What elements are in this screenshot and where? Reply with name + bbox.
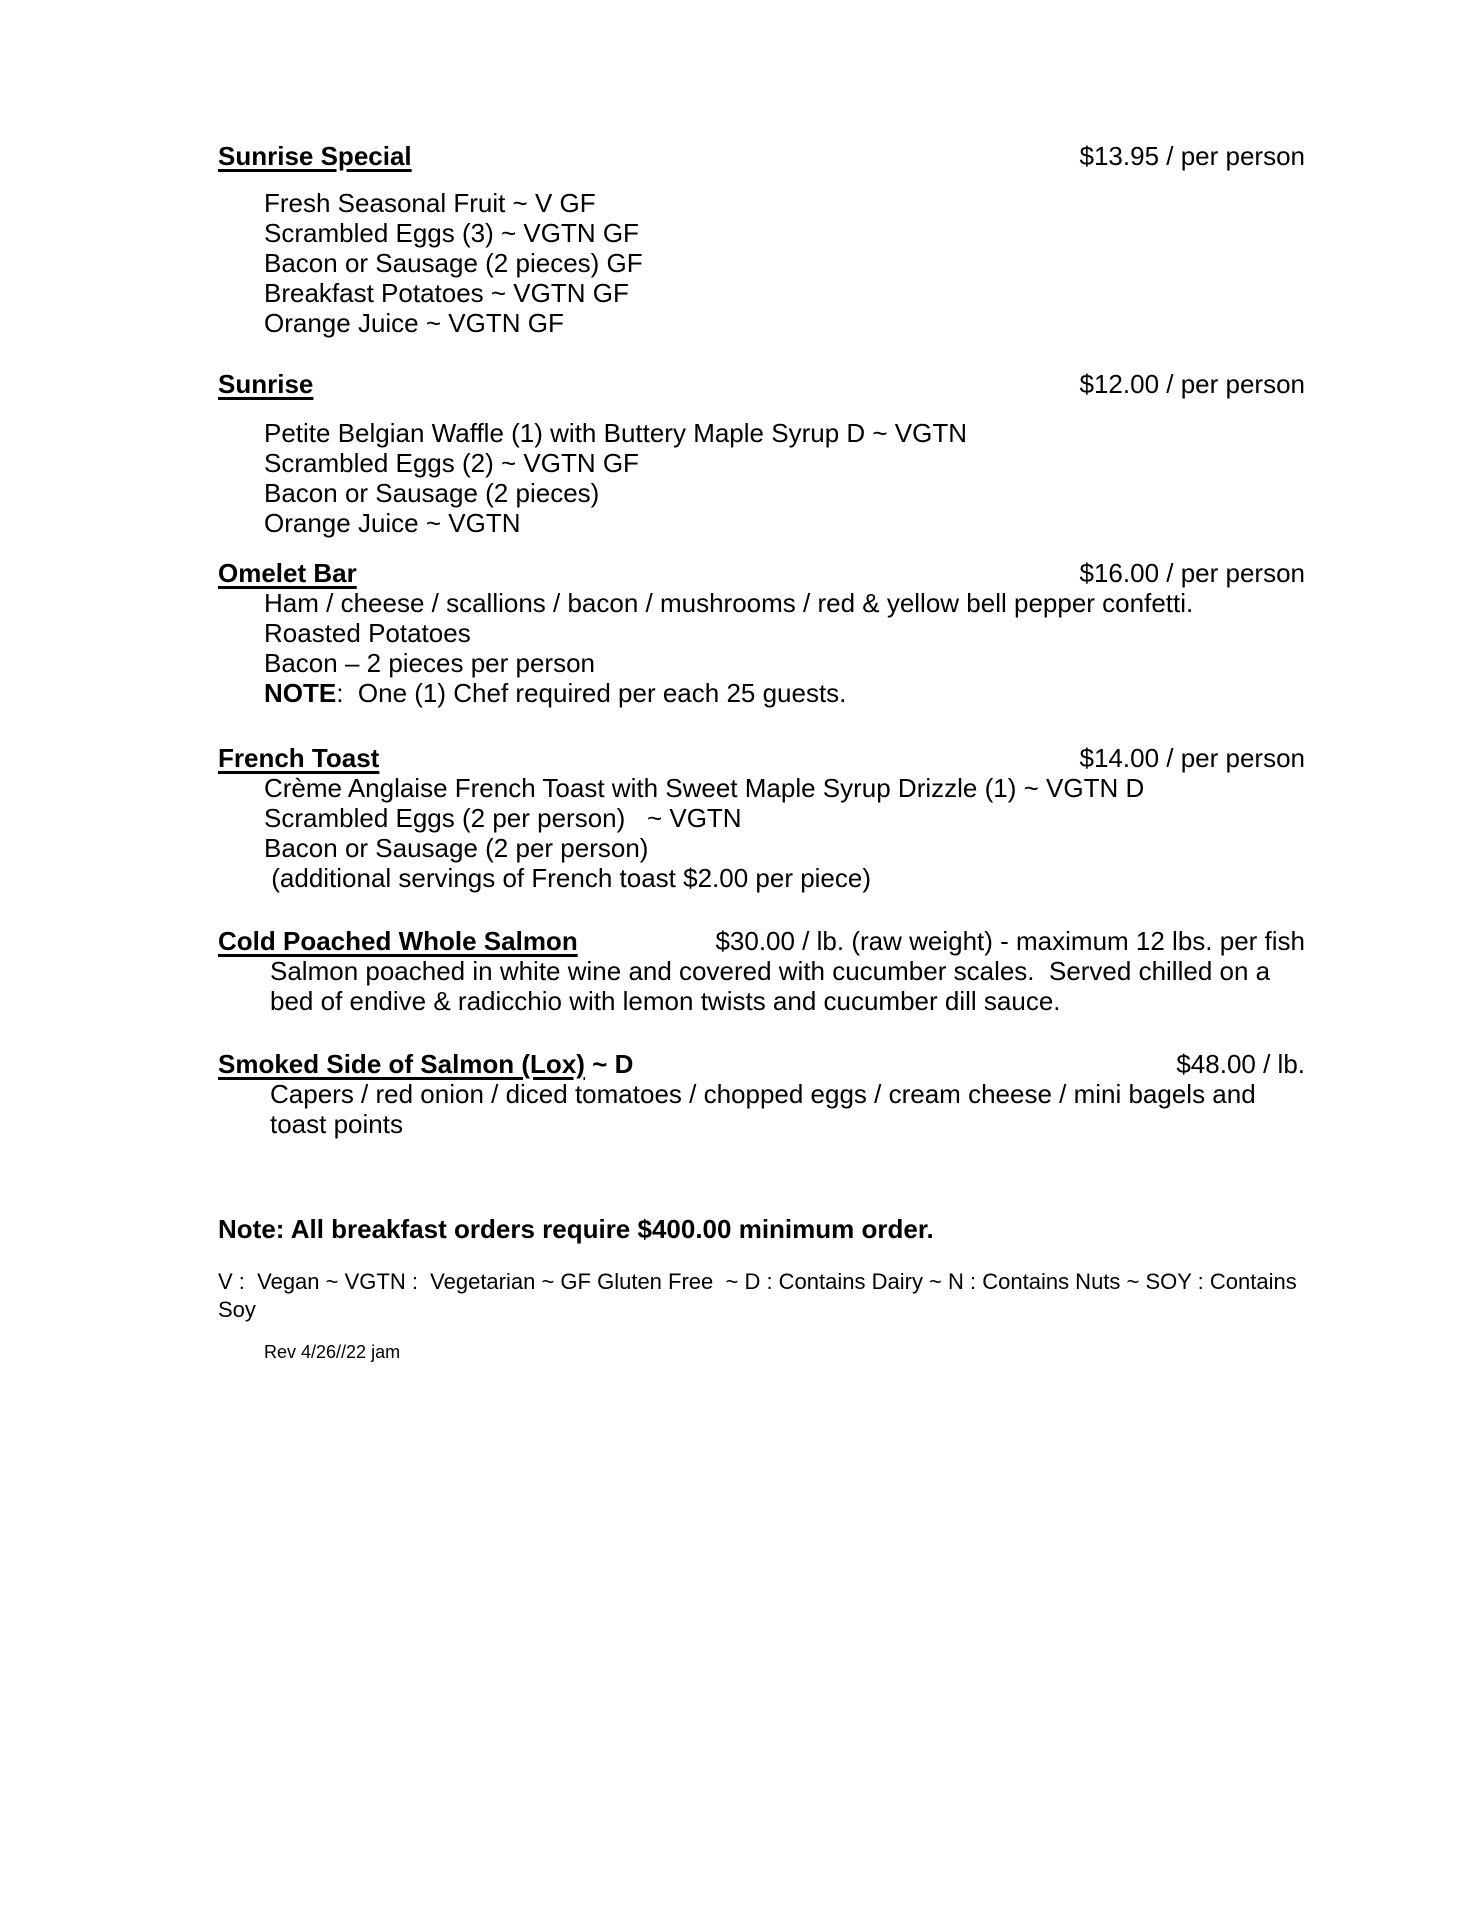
section-title [218,1049,633,1079]
section-title-text: Omelet Bar [218,558,357,588]
section-title [218,141,412,171]
menu-section-sunrise-special [218,141,1305,338]
section-title-text: Sunrise Special [218,141,412,171]
menu-item-text: Orange Juice ~ VGTN [264,508,521,538]
menu-item-text: Scrambled Eggs (3) ~ VGTN GF [264,218,639,248]
menu-item [264,418,1304,448]
menu-item-text: Salmon poached in white wine and covered with cucumber scales. Served chilled on a bed of endive & radicchio with lemon twists and cucumber dill sauce. [270,956,1278,1016]
menu-item [264,448,1304,478]
menu-item-text: Roasted Potatoes [264,618,471,648]
menu-sections [218,141,1305,1139]
menu-item-text: Scrambled Eggs (2 per person) ~ VGTN [264,803,742,833]
menu-item [264,308,1304,338]
dietary-legend [218,1268,1305,1324]
menu-item [270,956,1290,1016]
menu-item-text: Scrambled Eggs (2) ~ VGTN GF [264,448,639,478]
menu-item-text: Bacon or Sausage (2 per person) [264,833,649,863]
menu-item [264,678,1304,708]
section-title [218,743,379,773]
section-heading-row [218,141,1305,171]
menu-item-text: Bacon or Sausage (2 pieces) GF [264,248,643,278]
menu-item [264,478,1304,508]
section-title-text: Cold Poached Whole Salmon [218,926,578,956]
menu-item [264,278,1304,308]
revision-note: Rev 4/26//22 jam [264,1342,401,1362]
section-price: $12.00 / per person [1079,369,1305,399]
menu-item [264,833,1304,863]
menu-item [264,248,1304,278]
section-items [218,773,1304,893]
menu-section-omelet-bar [218,558,1305,708]
menu-item-text: Fresh Seasonal Fruit ~ V GF [264,188,596,218]
section-heading-row [218,1049,1305,1079]
menu-section-sunrise [218,369,1305,538]
menu-item-text: Bacon or Sausage (2 pieces) [264,478,600,508]
section-heading-row [218,743,1305,773]
menu-item [264,618,1304,648]
section-title [218,558,357,588]
section-items [218,956,1290,1016]
section-title [218,369,313,399]
section-title-suffix: ~ D [584,1049,634,1079]
dietary-legend-line1: V : Vegan ~ VGTN : Vegetarian ~ GF Gluten Free ~ D : Contains Dairy ~ N : Contains Nuts ~ SOY : Contains [218,1269,1297,1294]
section-title-text: Sunrise [218,369,314,399]
note-label: NOTE [264,678,337,708]
menu-item-text: Bacon – 2 pieces per person [264,648,595,678]
section-price: $14.00 / per person [1079,743,1305,773]
menu-item [264,588,1304,618]
section-heading-row [218,558,1305,588]
section-price: $16.00 / per person [1079,558,1305,588]
menu-item-text: (additional servings of French toast $2.00 per piece) [264,863,872,893]
menu-section-cold-poached-whole-salmon [218,926,1305,1016]
section-heading-row [218,926,1305,956]
menu-item-text: Petite Belgian Waffle (1) with Buttery Maple Syrup D ~ VGTN [264,418,968,448]
menu-item [270,1079,1290,1139]
menu-item-text: Crème Anglaise French Toast with Sweet Maple Syrup Drizzle (1) ~ VGTN D [264,773,1145,803]
menu-item [264,508,1304,538]
menu-item-text: Breakfast Potatoes ~ VGTN GF [264,278,629,308]
menu-item [264,218,1304,248]
section-price: $13.95 / per person [1079,141,1305,171]
menu-item [264,648,1304,678]
menu-item [264,188,1304,218]
menu-item-text: Capers / red onion / diced tomatoes / chopped eggs / cream cheese / mini bagels and toast points [270,1079,1263,1139]
section-title-text: French Toast [218,743,380,773]
menu-item-text: Ham / cheese / scallions / bacon / mushrooms / red & yellow bell pepper confetti. [264,588,1194,618]
dietary-legend-line2: Soy [218,1297,256,1322]
section-title [218,926,578,956]
section-title-text: Smoked Side of Salmon (Lox) [218,1049,585,1079]
section-items [218,188,1304,338]
section-items [218,418,1304,538]
section-items [218,588,1304,708]
menu-section-smoked-side-of-salmon-lox [218,1049,1305,1139]
menu-item [264,863,1304,893]
menu-item [264,803,1304,833]
menu-section-french-toast [218,743,1305,893]
section-items [218,1079,1290,1139]
menu-item-text: Orange Juice ~ VGTN GF [264,308,564,338]
section-price: $48.00 / lb. [1176,1049,1305,1079]
section-price: $30.00 / lb. (raw weight) - maximum 12 lbs. per fish [715,926,1305,956]
minimum-order-note: Note: All breakfast orders require $400.00 minimum order. [218,1214,934,1244]
menu-item [264,773,1304,803]
section-heading-row [218,369,1305,399]
menu-item-text: : One (1) Chef required per each 25 guests. [336,678,847,708]
